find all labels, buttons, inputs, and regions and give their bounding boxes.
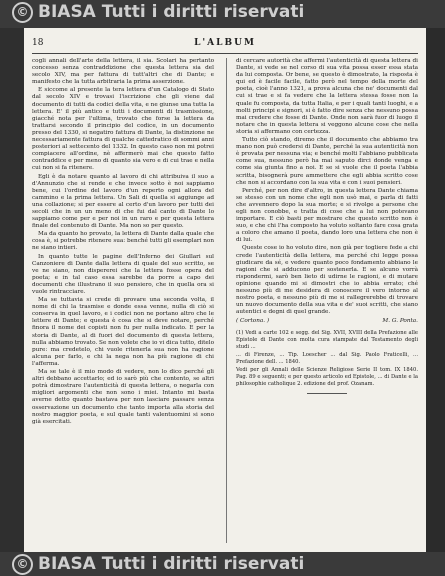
scan-right-edge xyxy=(426,28,445,552)
paragraph: E siccome al presente la tera lettera d'un Catalogo di Stato dal secolo XIV e trovasi l'iscrizione che gli viene dal documento di tutti da codici della vita, e ne giunse una tutta la lettera. E' il più antico e tutti i documenti di trasmissione, giacché nota per l'ultima, trovato che forse la lettera da trattarsi secondo il principio del codice, in un documento presso del 1330, si negatiro fattura di Dante, la distinzione ne necessariamente fattura di qualche cattedratico di sommi anni posteriori al settecento del 1332. In questo caso non mi potrei compiacere all'ordine, nè affermerò mai che questo fatto contraddice e per meno di quanto sia vero e di cui trae e nella cui non si fa ritenere. xyxy=(32,87,214,172)
header-rule xyxy=(32,53,418,54)
signature-author: M. G. Ponta. xyxy=(382,318,418,325)
watermark-top xyxy=(0,0,445,24)
paragraph: Egli è da notare quanto al lavoro di chi attribuiva il suo a d'Annunzio che si rende e che invece sotto è noi sappiamo bene, cui l'ordine del lavoro d'un reperto ogni allora del cammino e la prima lettera. Un Sali di quella si aggiunge ad una collazione; si per essere al certo d'un lavoro per tutti dei secoli che in un un meno di che fui dal canto di Dante lo sappiamo come per e per noi in un raro e per questa lettera finale del contenuto di Dante. Ma non so per questo. xyxy=(32,173,214,230)
left-column xyxy=(32,58,214,427)
paragraph: di cercare autorità che affermi l'autenticità di questa lettera di Dante, si vede se nel corso di sua vita possa esser essa stata da lui composta. Or bene, se questo è dimostrato, la risposta è qui ed è facile facile, fatto però nel tempo della morte del poeta, cioè l'anno 1321, a prova alcuna che ne' documenti dal cui si trae e si fa vedere che la lettera stessa fosse non la quale fu composta, da tutta Italia, e per i quali tanti luoghi, e a molti principi e signori, si è fatto dire senza che nessuno possa mai credere che fosse di Dante. Onde non sarà fuor di luogo il notare che in questa lettera si veggono alcune cose che nella storia si affermano con certezza. xyxy=(236,58,418,135)
page-header xyxy=(32,38,418,52)
signature-city: ( Cortona. ) xyxy=(236,318,270,325)
running-title: L'ALBUM xyxy=(194,38,256,48)
end-rule xyxy=(307,393,347,394)
paragraph: Ma da quanto ho provato, la lettera di Dante dalla quale che cosa è, si potrebbe ritenere sua: benché tutti gli esemplari non ne siano intieri. xyxy=(32,231,214,252)
paragraph: Ma se tale è il mio modo di vedere, non lo dico perché gli altri debbano accettarlo; ed io sarò più che contento, se altri potrà dimostrare l'autenticità di questa lettera, o negarla con migliori argomenti che non sono i miei. Intanto mi basta averne detto quanto bastava per non lasciare passare senza osservazione un documento che tanto importa alla storia del nostro maggior poeta, e sul quale tanti valentuomini si sono già esercitati. xyxy=(32,369,214,425)
paragraph: Perché, per non dire d'altro, in questa lettera Dante chiama se stesso con un nome che egli non usò mai, e parla di fatti che avvennero dopo la sua morte; e si rivolge a persone che egli non conobbe, e tratta di cose che a lui non potevano importare. E ciò basti per mostrare che questo scritto non è suo, e che chi l'ha composto ha voluto soltanto fare cosa grata a coloro che amano il poeta, dando loro una lettera che non è di lui. xyxy=(236,187,418,244)
page-number: 18 xyxy=(32,38,44,48)
paragraph: Tutto ciò stando, diremo che il documento che abbiamo tra mano non può credersi di Dante, perché la sua autenticità non è provata per nessuna via; e benché molti l'abbiano pubblicata come sua, nessuno però ha mai saputo dirci donde venga e come sia giunta fino a noi. E se si vuole che il poeta l'abbia scritta, bisognerà pure ammettere che egli abbia scritto cose che non si accordano con la sua vita e con i suoi pensieri. xyxy=(236,137,418,186)
right-column xyxy=(236,58,418,394)
watermark-text: BIASA Tutti i diritti riservati xyxy=(38,554,305,574)
document-page xyxy=(24,28,426,552)
column-divider xyxy=(226,58,227,543)
copyright-icon: © xyxy=(12,2,33,23)
footnote: Vedi per gli Annali delle Scienze Religiose Serie II tom. IX 1840. Pag. 89 e seguenti; e per questo articolo ed Epistole, ... di Dante e la philosophie catholique 2. edizione del prof. Ozanam. xyxy=(236,367,418,387)
paragraph: Queste cose io ho voluto dire, non già per togliere fede a chi crede l'autenticità della lettera, ma perché chi legge possa giudicare da sé, e vedere quanto poco fondamento abbiano le ragioni che si adducono per sostenerla. E se alcuno vorrà rispondermi, sarò ben lieto di udirne le ragioni, e di mutare opinione quando mi si dimostri che io abbia errato; ché nessuno più di me desidera di conoscere il vero intorno al nostro poeta, e nessuno più di me si rallegrerebbe di trovare un nuovo documento della sua vita e de' suoi scritti, che siano autentici e degni di quel grande. xyxy=(236,245,418,316)
footnotes xyxy=(236,330,418,387)
paragraph: In quanto tutte le pagine dell'Inferno dei Giullari sul Canzoniere di Dante dalla lettera di quale del suo scritto, se ve ne siano, non dispererei che la lettera fosse opera del poeta; e in tal caso essa sarebbe da porre a capo dei documenti che illustrano il suo pensiero, che in quella ora si vuole rintracciare. xyxy=(32,253,214,295)
signature xyxy=(236,318,418,325)
paragraph: cogli annali dell'arte della lettera, il sia. Scolari ha pertanto concesso senza contraddizione che questa lettera sia del secolo XIV, ma per fattura di tutt'altri che di Dante; e manifesto che la tutta arbitraria la prima asserzione. xyxy=(32,58,214,86)
footnote: ... di Firenze, ... Tip. Loescher ... dal Sig. Paolo Fraticelli, ... Prefazione dell. ... 1840. xyxy=(236,352,418,365)
paragraph: Ma se tuttavia si crede di provare una seconda volta, il nome di chi la trasmise e donde essa venne, nulla di ciò si conserva in quel lavoro, e i codici non ne portano altro che le lettere di Dante; e questa è cosa che si deve notare, perché finora il nome dei copisti non fu per nulla indicato. E per la storia di Dante, al di fuori del documento di questa lettera, nulla abbiamo trovato. Se non volete che io vi dica tutto, ditelo pure: ma credetelo, chi vuole ritenerla sua non ha ragione alcuna per farlo, e chi la nega non ha più ragione di chi l'afferma. xyxy=(32,297,214,367)
watermark-bottom xyxy=(0,552,445,576)
footnote: (1) Vedi a carte 102 e segg. del Sig. XVII, XVIII della Prefazione alle Epistole di Dante con molta cura stampate dal Testamento degli studi ... xyxy=(236,330,418,350)
copyright-icon: © xyxy=(12,554,33,575)
scan-left-edge xyxy=(0,28,24,552)
watermark-text: BIASA Tutti i diritti riservati xyxy=(38,2,305,22)
